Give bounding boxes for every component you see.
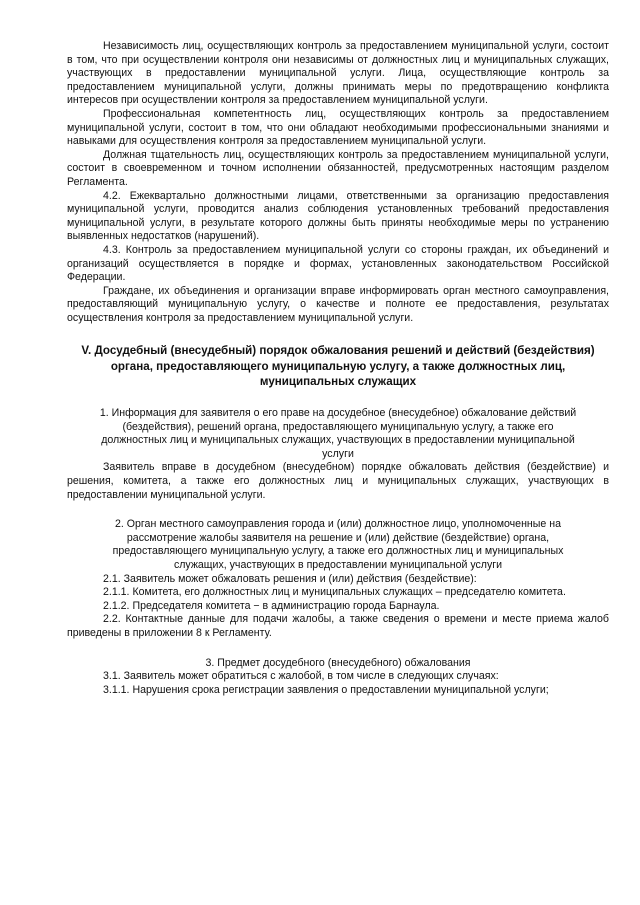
- subsection-heading: 1. Информация для заявителя о его праве на досудебное (внесудебное) обжалование действий (бездействия), решений органа, предоставляющего муниципальную услугу, а также его должностных лиц и муниципальных служащих, участвующих в предоставлении муниципальной услуги: [99, 407, 577, 460]
- paragraph: 4.3. Контроль за предоставлением муниципальной услуги со стороны граждан, их объединений и организаций осуществляется в порядке и формах, установленных законодательством Российской Федерации.: [67, 243, 609, 284]
- subsection-heading: 2. Орган местного самоуправления города и (или) должностное лицо, уполномоченные на рассмотрение жалобы заявителя на решение и (или) действие (бездействие) органа, предоставляющего муниципальную услугу, а также его должностных лиц и муниципальных служащих, участвующих в предоставлении муниципальной услуги: [112, 518, 564, 572]
- paragraph: 2.1.2. Председателя комитета − в администрацию города Барнаула.: [103, 599, 440, 612]
- paragraph: 3.1.1. Нарушения срока регистрации заявления о предоставлении муниципальной услуги;: [103, 683, 549, 696]
- subsection-heading: 3. Предмет досудебного (внесудебного) обжалования: [205, 656, 471, 669]
- paragraph: Заявитель вправе в досудебном (внесудебном) порядке обжаловать действия (бездействие) и решения, комитета, а также его должностных лиц и муниципальных служащих, участвующих в предоставлении муниципальной услуги.: [67, 461, 609, 501]
- paragraph: 4.2. Ежеквартально должностными лицами, ответственными за организацию предоставления муниципальной услуги, проводится анализ соблюдения установленных требований предоставления муниципальной услуги, в результате которого должны быть приняты необходимые меры по устранению выявленных недостатков (нарушений).: [67, 189, 609, 243]
- paragraph: 2.1. Заявитель может обжаловать решения и (или) действия (бездействие):: [103, 572, 477, 585]
- paragraph: 2.1.1. Комитета, его должностных лиц и муниципальных служащих – председателю комитета.: [103, 586, 566, 599]
- paragraph: Граждане, их объединения и организации вправе информировать орган местного самоуправления, предоставляющий муниципальную услугу, о качестве и полноте ее предоставления, результатах осуществления контроля за предоставлением муниципальной услуги.: [67, 284, 609, 324]
- paragraph: Должная тщательность лиц, осуществляющих контроль за предоставлением муниципальной услуги, состоит в своевременном и точном исполнении обязанностей, предусмотренных настоящим разделом Регламента.: [67, 148, 609, 188]
- paragraph: Независимость лиц, осуществляющих контроль за предоставлением муниципальной услуги, состоит в том, что при осуществлении контроля они независимы от должностных лиц и муниципальных служащих, участвующих в предоставлении муниципальной услуги. Лица, осуществляющие контроль за предоставлением муниципальной услуги, должны принимать меры по предотвращению конфликта интересов при осуществлении контроля за предоставлением муниципальной услуги.: [67, 40, 609, 107]
- document-page: [67, 40, 609, 697]
- paragraph: 3.1. Заявитель может обратиться с жалобой, в том числе в следующих случаях:: [103, 670, 499, 683]
- section-heading: V. Досудебный (внесудебный) порядок обжалования решений и действий (бездействия) органа, предоставляющего муниципальную услугу, а также должностных лиц, муниципальных служащих: [81, 344, 595, 388]
- paragraph: 2.2. Контактные данные для подачи жалобы, а также сведения о времени и месте приема жалоб приведены в приложении 8 к Регламенту.: [67, 613, 609, 639]
- paragraph: Профессиональная компетентность лиц, осуществляющих контроль за предоставлением муниципальной услуги, состоит в том, что они обладают необходимыми профессиональными знаниями и навыками для осуществления контроля за предоставлением муниципальной услуги.: [67, 107, 609, 148]
